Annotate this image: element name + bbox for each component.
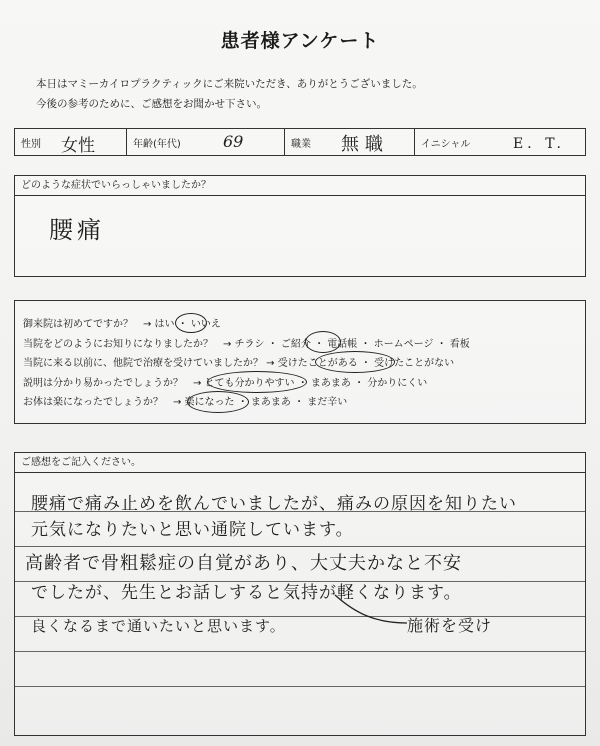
questions-box	[14, 300, 586, 424]
initial-label: イニシャル	[421, 139, 471, 150]
writing-line	[15, 651, 585, 652]
initial-cell	[415, 129, 585, 155]
symptoms-answer: 腰痛	[49, 216, 105, 244]
symptoms-box	[14, 175, 586, 277]
age-label: 年齢(年代)	[133, 139, 181, 150]
initial-value: E．T.	[513, 136, 565, 152]
symptoms-question: どのような症状でいらっしゃいましたか？	[15, 176, 585, 196]
page-title: 患者様アンケート	[220, 30, 380, 52]
job-cell	[285, 129, 415, 155]
question-referral-source: 当院をどのようにお知りになりましたか？ → チラシ ・ ご紹介 ・ 電話帳 ・ ホームページ ・ 看板	[23, 338, 470, 350]
job-value: 無職	[341, 134, 389, 155]
comment-line: 腰痛で痛み止めを飲んでいましたが、痛みの原因を知りたい	[31, 494, 517, 514]
comments-label: ご感想をご記入ください。	[15, 453, 585, 473]
answer-circle	[315, 351, 395, 373]
age-value: 69	[223, 132, 244, 151]
intro-line: 本日はマミーカイロプラクティックにご来院いただき、ありがとうございました。	[36, 78, 423, 90]
comments-box	[14, 452, 586, 736]
answer-circle	[207, 371, 307, 393]
job-label: 職業	[291, 139, 311, 150]
answer-circle	[175, 313, 207, 333]
patient-info-row	[14, 128, 586, 156]
answer-circle	[187, 391, 249, 413]
gender-label: 性別	[21, 139, 41, 150]
comment-line: でしたが、先生とお話しすると気持が軽くなります。	[31, 583, 462, 603]
comment-line: 元気になりたいと思い通院しています。	[31, 520, 354, 540]
writing-line	[15, 686, 585, 687]
question-prior-treatment: 当院に来る以前に、他院で治療を受けていましたか？ → 受けたことがある ・ 受けたことがない	[23, 358, 455, 369]
comment-insertion: 施術を受け	[407, 616, 493, 635]
gender-cell	[15, 129, 127, 155]
intro-text	[36, 74, 423, 114]
question-explanation-clarity: 説明は分かり易かったでしょうか？ → とても分かりやすい ・ まあまあ ・ 分かりにくい	[23, 377, 428, 389]
comment-line: 良くなるまで通いたいと思います。	[31, 617, 286, 635]
question-body-relief: お体は楽になったでしょうか？ → 楽になった ・ まあまあ ・ まだ辛い	[23, 397, 348, 408]
intro-line: 今後の参考のために、ご感想をお聞かせ下さい。	[36, 98, 267, 110]
insertion-mark	[315, 593, 415, 633]
answer-circle	[305, 331, 341, 353]
comment-line: 高齢者で骨粗鬆症の自覚があり、大丈夫かなと不安	[25, 553, 462, 574]
gender-value: 女性	[61, 136, 95, 156]
age-cell	[127, 129, 285, 155]
writing-line	[15, 546, 585, 547]
question-first-visit: 御来院は初めてですか？ → はい ・ いいえ	[23, 319, 221, 330]
